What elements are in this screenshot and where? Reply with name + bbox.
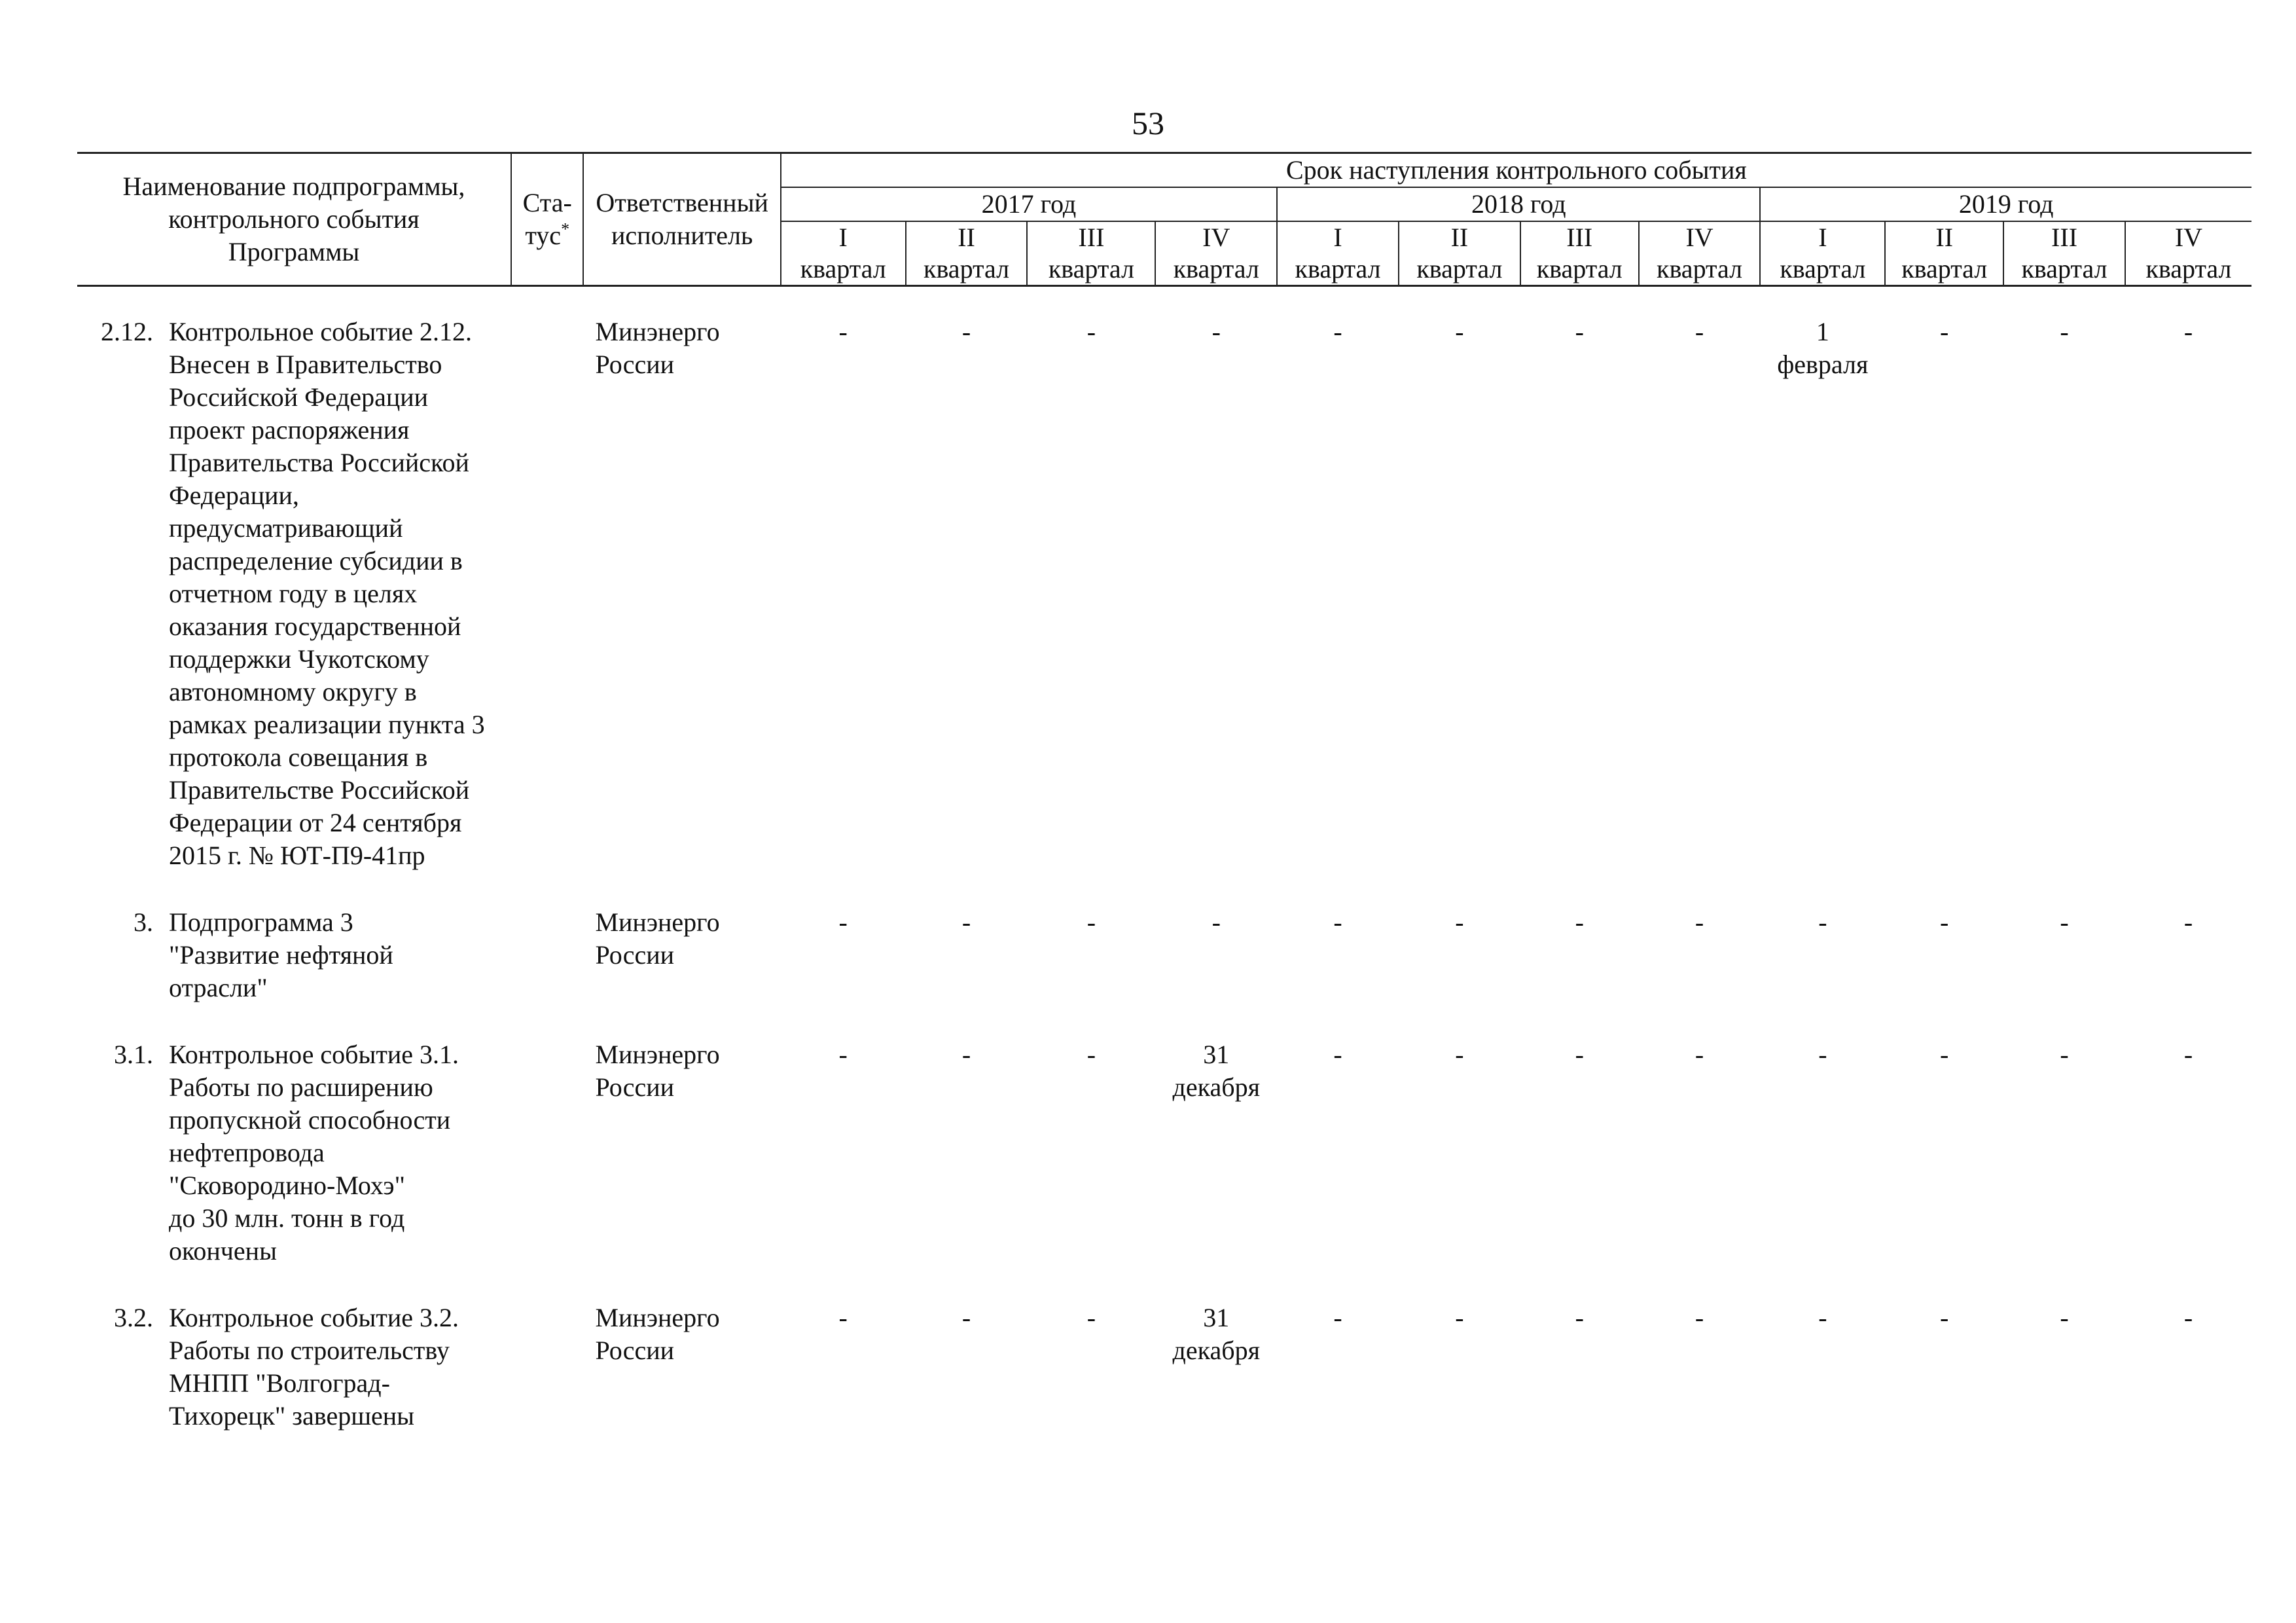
quarter-cell xyxy=(1885,906,2003,1004)
quarter-cell xyxy=(1399,316,1520,872)
quarter-cell xyxy=(1639,316,1761,872)
header-quarter-word: квартал xyxy=(1416,254,1503,283)
control-events-table xyxy=(77,152,2251,1432)
header-quarter-number: III xyxy=(2051,223,2078,252)
executor-cell xyxy=(583,1038,780,1267)
quarter-cell xyxy=(1155,906,1277,1004)
event-name-line: Внесен в Правительство xyxy=(169,350,442,379)
event-name xyxy=(169,316,511,872)
event-name-line: рамках реализации пункта 3 xyxy=(169,710,485,739)
quarter-value-line: - xyxy=(1818,1040,1827,1069)
header-name-line: Наименование подпрограммы, xyxy=(122,172,465,201)
header-quarter xyxy=(1760,221,1885,286)
header-quarter-number: II xyxy=(1935,223,1954,252)
quarter-value-line: - xyxy=(1940,907,1949,937)
executor-line: России xyxy=(595,350,675,379)
quarter-cell xyxy=(1027,1302,1155,1432)
quarter-value-line: - xyxy=(1086,317,1096,346)
event-name-line: "Сковородино-Мохэ" xyxy=(169,1171,405,1200)
header-quarter-number: I xyxy=(1333,223,1342,252)
header-quarter xyxy=(2125,221,2251,286)
header-quarter-word: квартал xyxy=(1657,254,1743,283)
quarter-value-line: - xyxy=(1940,1040,1949,1069)
quarter-value-line: - xyxy=(1575,1303,1584,1332)
executor-cell xyxy=(583,906,780,1004)
quarter-value-line: - xyxy=(961,317,971,346)
quarter-cell xyxy=(1885,316,2003,872)
quarter-value-line: - xyxy=(2060,1303,2069,1332)
event-name-line: 2015 г. № ЮТ-П9-41пр xyxy=(169,841,425,870)
header-year-2017: 2017 год xyxy=(781,187,1277,221)
quarter-value-line: - xyxy=(1940,317,1949,346)
event-name xyxy=(169,906,511,1004)
header-quarter-number: II xyxy=(958,223,975,252)
quarter-cell xyxy=(2003,906,2125,1004)
quarter-cell xyxy=(2003,316,2125,872)
header-quarter-number: I xyxy=(838,223,848,252)
quarter-cell xyxy=(906,316,1028,872)
header-quarter-word: квартал xyxy=(800,254,886,283)
executor-cell xyxy=(583,1302,780,1432)
header-quarter xyxy=(1399,221,1520,286)
header-quarter-word: квартал xyxy=(2145,254,2232,283)
quarter-cell xyxy=(2125,316,2251,872)
executor-line: России xyxy=(595,940,675,970)
header-name-column xyxy=(77,153,511,286)
quarter-cell xyxy=(1155,1038,1277,1267)
event-name-line: "Развитие нефтяной xyxy=(169,940,393,970)
event-name-cell xyxy=(77,316,511,872)
header-quarter-word: квартал xyxy=(1780,254,1866,283)
event-name-line: предусматривающий xyxy=(169,513,403,543)
event-name-line: Подпрограмма 3 xyxy=(169,907,353,937)
header-deadline-title: Срок наступления контрольного события xyxy=(781,153,2251,188)
quarter-cell xyxy=(1639,1038,1761,1267)
quarter-value-line: - xyxy=(1695,907,1704,937)
executor-line: России xyxy=(595,1072,675,1102)
quarter-cell xyxy=(1760,1302,1885,1432)
header-quarter-word: квартал xyxy=(1048,254,1134,283)
quarter-cell xyxy=(781,1038,906,1267)
event-name-line: Контрольное событие 3.2. xyxy=(169,1303,459,1332)
quarter-cell xyxy=(1520,906,1639,1004)
event-name-line: Работы по строительству xyxy=(169,1336,450,1365)
header-quarter-number: III xyxy=(1078,223,1105,252)
quarter-value-line: декабря xyxy=(1172,1336,1260,1365)
event-name-line: Правительстве Российской xyxy=(169,775,470,805)
event-name-line: Тихорецк" завершены xyxy=(169,1401,415,1431)
event-name-line: отчетном году в целях xyxy=(169,579,418,608)
quarter-value-line: - xyxy=(1575,317,1584,346)
quarter-cell xyxy=(1027,906,1155,1004)
header-quarter xyxy=(1520,221,1639,286)
quarter-cell xyxy=(1277,1302,1399,1432)
quarter-value-line: - xyxy=(1455,317,1464,346)
status-footnote-mark: * xyxy=(561,219,570,239)
table-row xyxy=(77,316,2251,872)
header-status-column xyxy=(511,153,583,286)
header-quarter-number: IV xyxy=(1202,223,1230,252)
quarter-value-line: - xyxy=(1455,1303,1464,1332)
executor-line: Минэнерго xyxy=(595,1040,720,1069)
quarter-value-line: - xyxy=(1575,907,1584,937)
quarter-cell xyxy=(781,906,906,1004)
quarter-value-line: - xyxy=(2183,1303,2193,1332)
header-quarter xyxy=(906,221,1028,286)
table-row xyxy=(77,1302,2251,1432)
header-quarter xyxy=(781,221,906,286)
event-number: 3.1. xyxy=(114,1040,153,1069)
quarter-cell xyxy=(2003,1038,2125,1267)
event-name-line: протокола совещания в xyxy=(169,742,428,772)
header-quarter-word: квартал xyxy=(2021,254,2108,283)
header-quarter xyxy=(1277,221,1399,286)
quarter-value-line: - xyxy=(1818,907,1827,937)
quarter-value-line: 31 xyxy=(1203,1303,1230,1332)
quarter-cell xyxy=(1520,1302,1639,1432)
quarter-cell xyxy=(1027,316,1155,872)
quarter-cell xyxy=(2003,1302,2125,1432)
quarter-cell xyxy=(1155,316,1277,872)
quarter-value-line: - xyxy=(838,317,848,346)
header-year-2019: 2019 год xyxy=(1760,187,2251,221)
quarter-cell xyxy=(1277,906,1399,1004)
quarter-value-line: - xyxy=(2183,1040,2193,1069)
quarter-value-line: - xyxy=(1086,1040,1096,1069)
quarter-value-line: - xyxy=(961,907,971,937)
event-name-line: оказания государственной xyxy=(169,611,461,641)
quarter-value-line: - xyxy=(1818,1303,1827,1332)
quarter-value-line: 1 xyxy=(1816,317,1829,346)
quarter-cell xyxy=(1155,1302,1277,1432)
executor-line: Минэнерго xyxy=(595,907,720,937)
header-quarter-word: квартал xyxy=(1295,254,1381,283)
table-row xyxy=(77,1038,2251,1267)
quarter-cell xyxy=(1760,316,1885,872)
executor-line: Минэнерго xyxy=(595,317,720,346)
page-number: 53 xyxy=(1132,105,1164,141)
header-quarter-word: квартал xyxy=(1536,254,1623,283)
header-name-line: Программы xyxy=(228,237,360,266)
quarter-value-line: - xyxy=(2060,1040,2069,1069)
event-name-line: окончены xyxy=(169,1236,277,1266)
event-name xyxy=(169,1038,511,1267)
header-quarter-word: квартал xyxy=(924,254,1010,283)
event-name-line: Правительства Российской xyxy=(169,448,469,477)
quarter-cell xyxy=(1277,316,1399,872)
quarter-cell xyxy=(1520,1038,1639,1267)
header-quarter-word: квартал xyxy=(1901,254,1988,283)
quarter-value-line: - xyxy=(1695,1040,1704,1069)
quarter-cell xyxy=(1639,1302,1761,1432)
event-name-line: Федерации от 24 сентября xyxy=(169,808,462,837)
header-year-2018: 2018 год xyxy=(1277,187,1760,221)
quarter-value-line: - xyxy=(838,1303,848,1332)
header-quarter-number: II xyxy=(1450,223,1469,252)
event-name-line: Российской Федерации xyxy=(169,382,429,412)
quarter-value-line: - xyxy=(1575,1040,1584,1069)
event-name-line: Работы по расширению xyxy=(169,1072,433,1102)
quarter-value-line: - xyxy=(1086,907,1096,937)
quarter-value-line: - xyxy=(1455,907,1464,937)
event-name-line: Федерации, xyxy=(169,481,299,510)
event-name-line: нефтепровода xyxy=(169,1138,325,1167)
quarter-value-line: - xyxy=(1333,1040,1342,1069)
event-name-line: до 30 млн. тонн в год xyxy=(169,1203,405,1233)
quarter-value-line: - xyxy=(1940,1303,1949,1332)
header-quarter-number: IV xyxy=(2174,223,2203,252)
status-cell xyxy=(511,1302,583,1432)
event-name-cell xyxy=(77,1038,511,1267)
header-quarter-word: квартал xyxy=(1173,254,1259,283)
quarter-cell xyxy=(1639,906,1761,1004)
quarter-value-line: февраля xyxy=(1777,350,1869,379)
executor-line: России xyxy=(595,1336,675,1365)
table-row xyxy=(77,906,2251,1004)
event-name-cell xyxy=(77,906,511,1004)
quarter-cell xyxy=(1027,1038,1155,1267)
status-cell xyxy=(511,316,583,872)
event-name-line: Контрольное событие 3.1. xyxy=(169,1040,459,1069)
quarter-value-line: - xyxy=(2060,907,2069,937)
quarter-value-line: - xyxy=(1695,317,1704,346)
event-name-line: распределение субсидии в xyxy=(169,546,463,575)
event-name-line: поддержки Чукотскому xyxy=(169,644,429,674)
quarter-value-line: - xyxy=(2183,317,2193,346)
quarter-value-line: - xyxy=(2060,317,2069,346)
header-quarter-number: I xyxy=(1818,223,1827,252)
header-quarter-number: III xyxy=(1566,223,1593,252)
quarter-cell xyxy=(906,906,1028,1004)
event-name-line: Контрольное событие 2.12. xyxy=(169,317,473,346)
header-quarter xyxy=(2003,221,2125,286)
header-executor-column xyxy=(583,153,780,286)
quarter-value-line: - xyxy=(961,1303,971,1332)
quarter-cell xyxy=(1760,1038,1885,1267)
event-number: 2.12. xyxy=(101,317,153,346)
quarter-value-line: - xyxy=(1211,907,1221,937)
header-quarter xyxy=(1639,221,1761,286)
quarter-value-line: - xyxy=(838,1040,848,1069)
header-quarter xyxy=(1155,221,1277,286)
quarter-cell xyxy=(2125,1038,2251,1267)
quarter-value-line: - xyxy=(961,1040,971,1069)
quarter-cell xyxy=(1520,316,1639,872)
event-name-line: проект распоряжения xyxy=(169,415,410,445)
header-name-line: контрольного события xyxy=(168,204,420,234)
quarter-cell xyxy=(1885,1302,2003,1432)
header-status-line: тус xyxy=(525,221,562,250)
executor-cell xyxy=(583,316,780,872)
quarter-cell xyxy=(1760,906,1885,1004)
quarter-cell xyxy=(2125,1302,2251,1432)
quarter-value-line: - xyxy=(2183,907,2193,937)
event-name xyxy=(169,1302,511,1432)
quarter-value-line: - xyxy=(1455,1040,1464,1069)
quarter-value-line: - xyxy=(1333,317,1342,346)
event-name-line: МНПП "Волгоград- xyxy=(169,1368,390,1398)
header-status-line: Ста- xyxy=(522,188,572,217)
quarter-cell xyxy=(1399,1302,1520,1432)
quarter-value-line: - xyxy=(1333,1303,1342,1332)
event-number: 3.2. xyxy=(114,1303,153,1332)
quarter-cell xyxy=(1399,906,1520,1004)
quarter-cell xyxy=(781,316,906,872)
quarter-cell xyxy=(1399,1038,1520,1267)
header-executor-line: исполнитель xyxy=(611,221,753,250)
header-quarter xyxy=(1027,221,1155,286)
quarter-cell xyxy=(2125,906,2251,1004)
quarter-cell xyxy=(1885,1038,2003,1267)
quarter-value-line: - xyxy=(838,907,848,937)
event-number: 3. xyxy=(134,907,153,937)
quarter-value-line: - xyxy=(1211,317,1221,346)
quarter-cell xyxy=(781,1302,906,1432)
quarter-cell xyxy=(906,1038,1028,1267)
header-quarter-number: IV xyxy=(1685,223,1713,252)
quarter-cell xyxy=(906,1302,1028,1432)
quarter-value-line: декабря xyxy=(1172,1072,1260,1102)
event-name-line: автономному округу в xyxy=(169,677,417,706)
quarter-value-line: - xyxy=(1086,1303,1096,1332)
quarter-value-line: - xyxy=(1333,907,1342,937)
quarter-value-line: 31 xyxy=(1203,1040,1230,1069)
quarter-value-line: - xyxy=(1695,1303,1704,1332)
event-name-cell xyxy=(77,1302,511,1432)
status-cell xyxy=(511,1038,583,1267)
quarter-cell xyxy=(1277,1038,1399,1267)
header-quarter xyxy=(1885,221,2003,286)
executor-line: Минэнерго xyxy=(595,1303,720,1332)
header-executor-line: Ответственный xyxy=(596,188,768,217)
event-name-line: отрасли" xyxy=(169,973,268,1002)
status-cell xyxy=(511,906,583,1004)
event-name-line: пропускной способности xyxy=(169,1105,451,1135)
